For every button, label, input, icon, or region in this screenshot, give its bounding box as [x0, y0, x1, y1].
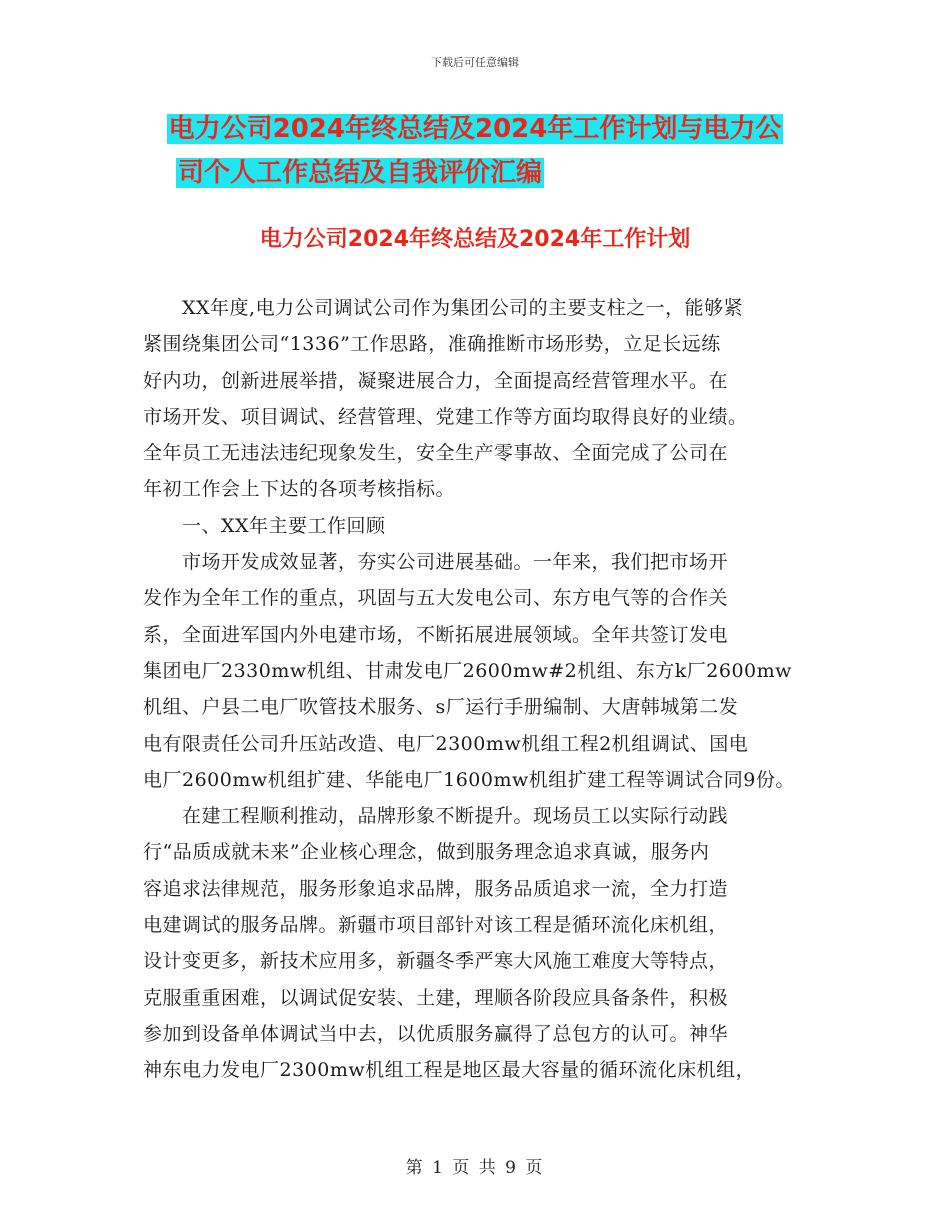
- body-line: 年初工作会上下达的各项考核指标。: [143, 478, 456, 501]
- body-line: 容追求法律规范，服务形象追求品牌，服务品质追求一流，全力打造: [143, 877, 729, 900]
- document-title-line-2: [0, 156, 835, 190]
- body-line: 电厂2600mw机组扩建、华能电厂1600mw机组扩建工程等调试合同9份。: [143, 768, 795, 791]
- body-line: 好内功，创新进展举措，凝聚进展合力，全面提高经营管理水平。在: [143, 369, 729, 392]
- body-line: 电有限责任公司升压站改造、电厂2300mw机组工程2机组调试、国电: [143, 732, 749, 755]
- body-line: 市场开发成效显著，夯实公司进展基础。一年来，我们把市场开: [143, 551, 729, 574]
- body-line: 设计变更多，新技术应用多，新疆冬季严寒大风施工难度大等特点，: [143, 950, 729, 973]
- body-line: 神东电力发电厂2300mw机组工程是地区最大容量的循环流化床机组，: [143, 1059, 756, 1082]
- page-footer: 第 1 页 共 9 页: [405, 1158, 545, 1178]
- body-line: 发作为全年工作的重点，巩固与五大发电公司、东方电气等的合作关: [143, 587, 729, 610]
- document-title-line-2-text: 司个人工作总结及自我评价汇编: [177, 158, 542, 188]
- body-line: 紧围绕集团公司“1336”工作思路，准确推断市场形势，立足长远练: [143, 333, 721, 356]
- section-title: 电力公司2024年终总结及2024年工作计划: [259, 227, 691, 252]
- body-line: 机组、户县二电厂吹管技术服务、s厂运行手册编制、大唐韩城第二发: [143, 696, 739, 719]
- document-title-line-1-text: 电力公司2024年终总结及2024年工作计划与电力公: [168, 114, 782, 144]
- body-line: 在建工程顺利推动，品牌形象不断提升。现场员工以实际行动践: [143, 805, 729, 828]
- body-line: 行“品质成就未来”企业核心理念，做到服务理念追求真诚，服务内: [143, 841, 710, 864]
- body-line: 参加到设备单体调试当中去，以优质服务赢得了总包方的认可。神华: [143, 1022, 729, 1045]
- body-line: 一、XX年主要工作回顾: [143, 514, 386, 537]
- header-note: 下载后可任意编辑: [431, 56, 519, 69]
- document-title-line-1: [0, 112, 950, 146]
- body-line: 全年员工无违法违纪现象发生，安全生产零事故、全面完成了公司在: [143, 442, 729, 465]
- body-line: 电建调试的服务品牌。新疆市项目部针对该工程是循环流化床机组，: [143, 914, 729, 937]
- body-line: 克服重重困难，以调试促安装、土建，理顺各阶段应具备条件，积极: [143, 986, 729, 1009]
- body-text: [143, 290, 833, 1089]
- body-line: 集团电厂2330mw机组、甘肃发电厂2600mw#2机组、东方k厂2600mw: [143, 659, 792, 682]
- body-line: XX年度,电力公司调试公司作为集团公司的主要支柱之一，能够紧: [143, 297, 744, 319]
- body-line: 市场开发、项目调试、经营管理、党建工作等方面均取得良好的业绩。: [143, 405, 748, 428]
- body-line: 系，全面进军国内外电建市场，不断拓展进展领域。全年共签订发电: [143, 623, 729, 646]
